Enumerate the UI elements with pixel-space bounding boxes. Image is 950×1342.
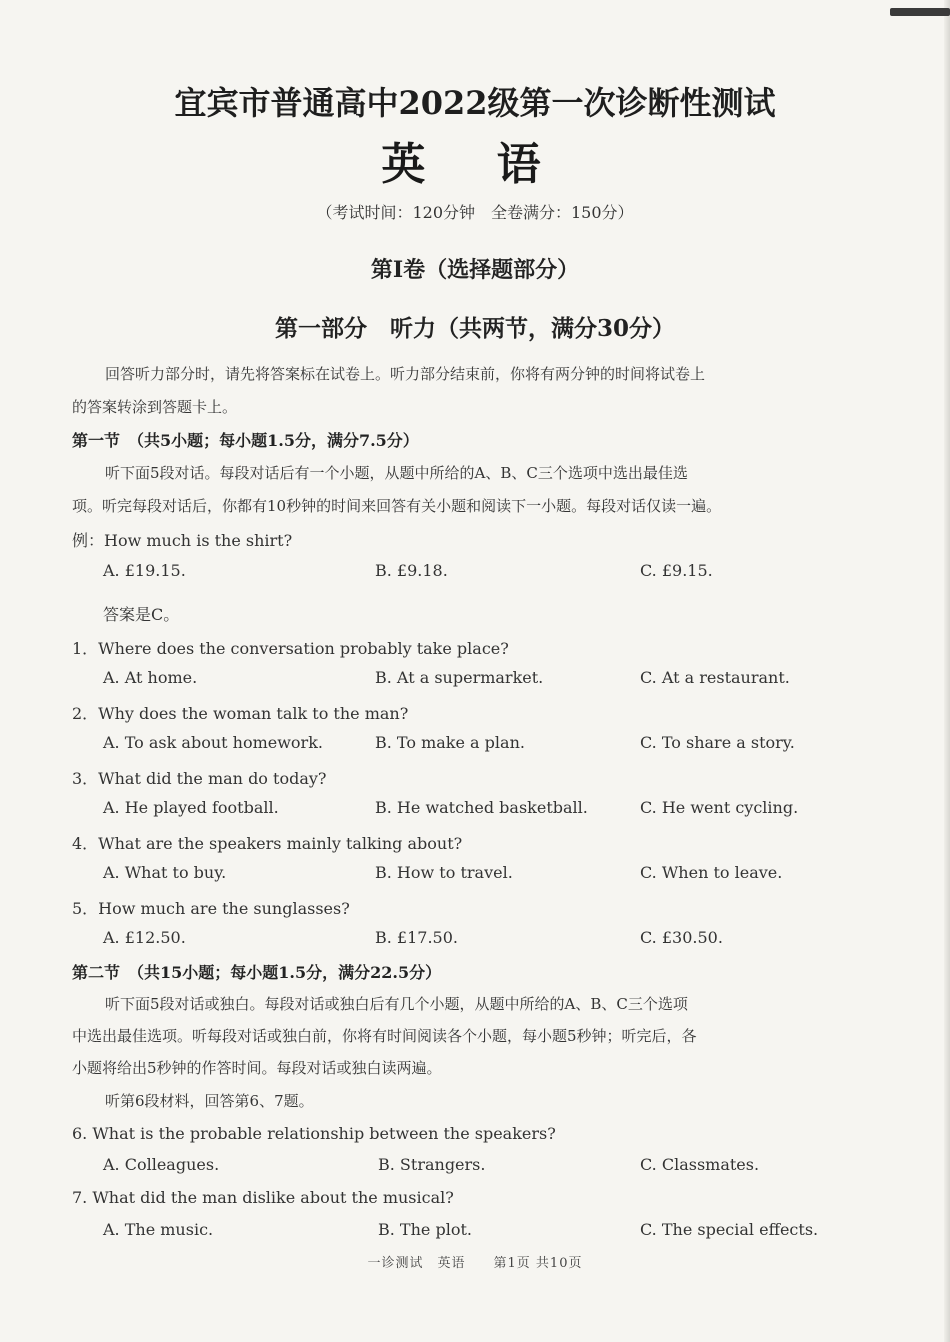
question-3: 3．What did the man do today?: [72, 769, 327, 788]
question-7-option-c: C. The special effects.: [640, 1220, 819, 1239]
intro-line-2: 的答案转涂到答题卡上。: [72, 398, 238, 416]
question-1-option-a: A. At home.: [103, 668, 198, 687]
question-2-option-b: B. To make a plan.: [375, 733, 525, 752]
question-6-option-b: B. Strangers.: [378, 1155, 486, 1174]
question-2-option-c: C. To share a story.: [640, 733, 795, 752]
part-heading: 第一部分 听力（共两节，满分30分）: [274, 315, 675, 342]
example-option-c: C. £9.15.: [640, 561, 713, 580]
time-info: （考试时间：120分钟 全卷满分：150分）: [316, 203, 634, 222]
question-7-option-b: B. The plot.: [378, 1220, 472, 1239]
subject-title: 英 语: [381, 139, 569, 190]
example-question: 例：How much is the shirt?: [72, 531, 293, 550]
volume-heading: 第Ⅰ卷（选择题部分）: [370, 257, 580, 283]
section1-heading: 第一节 （共5小题；每小题1.5分，满分7.5分）: [72, 431, 419, 450]
question-2: 2．Why does the woman talk to the man?: [72, 704, 409, 723]
question-5: 5．How much are the sunglasses?: [72, 899, 350, 918]
question-1-option-b: B. At a supermarket.: [375, 668, 544, 687]
section2-line-1: 听下面5段对话或独白。每段对话或独白后有几个小题，从题中所给的A、B、C三个选项: [105, 995, 688, 1013]
question-5-option-a: A. £12.50.: [103, 928, 186, 947]
section1-line-2: 项。听完每段对话后，你都有10秒钟的时间来回答有关小题和阅读下一小题。每段对话仅读一遍。: [72, 497, 722, 515]
question-3-option-a: A. He played football.: [103, 798, 279, 817]
section2-line-3: 小题将给出5秒钟的作答时间。每段对话或独白读两遍。: [72, 1059, 442, 1077]
question-1: 1．Where does the conversation probably take place?: [72, 639, 509, 658]
question-5-option-c: C. £30.50.: [640, 928, 723, 947]
section2-line-2: 中选出最佳选项。听每段对话或独白前，你将有时间阅读各个小题，每小题5秒钟；听完后，各: [72, 1027, 697, 1045]
scan-edge-mark: [890, 8, 950, 16]
question-1-option-c: C. At a restaurant.: [640, 668, 790, 687]
exam-title: 宜宾市普通高中2022级第一次诊断性测试: [174, 84, 776, 122]
question-5-option-b: B. £17.50.: [375, 928, 458, 947]
question-2-option-a: A. To ask about homework.: [103, 733, 323, 752]
question-4: 4．What are the speakers mainly talking about?: [72, 834, 463, 853]
page-footer: 一诊测试 英语 第1页 共10页: [367, 1256, 583, 1271]
question-7-option-a: A. The music.: [103, 1220, 214, 1239]
question-6-option-a: A. Colleagues.: [103, 1155, 220, 1174]
question-4-option-b: B. How to travel.: [375, 863, 513, 882]
question-4-option-c: C. When to leave.: [640, 863, 783, 882]
section2-heading: 第二节 （共15小题；每小题1.5分，满分22.5分）: [72, 963, 442, 982]
example-answer: 答案是C。: [103, 605, 180, 624]
question-3-option-b: B. He watched basketball.: [375, 798, 588, 817]
question-6-option-c: C. Classmates.: [640, 1155, 760, 1174]
question-4-option-a: A. What to buy.: [103, 863, 227, 882]
example-option-b: B. £9.18.: [375, 561, 448, 580]
question-7: 7. What did the man dislike about the musical?: [72, 1188, 454, 1207]
example-option-a: A. £19.15.: [103, 561, 186, 580]
section2-material: 听第6段材料，回答第6、7题。: [105, 1092, 314, 1110]
section1-line-1: 听下面5段对话。每段对话后有一个小题，从题中所给的A、B、C三个选项中选出最佳选: [105, 464, 688, 482]
intro-line-1: 回答听力部分时，请先将答案标在试卷上。听力部分结束前，你将有两分钟的时间将试卷上: [105, 365, 706, 383]
question-6: 6. What is the probable relationship between the speakers?: [72, 1124, 556, 1143]
question-3-option-c: C. He went cycling.: [640, 798, 799, 817]
